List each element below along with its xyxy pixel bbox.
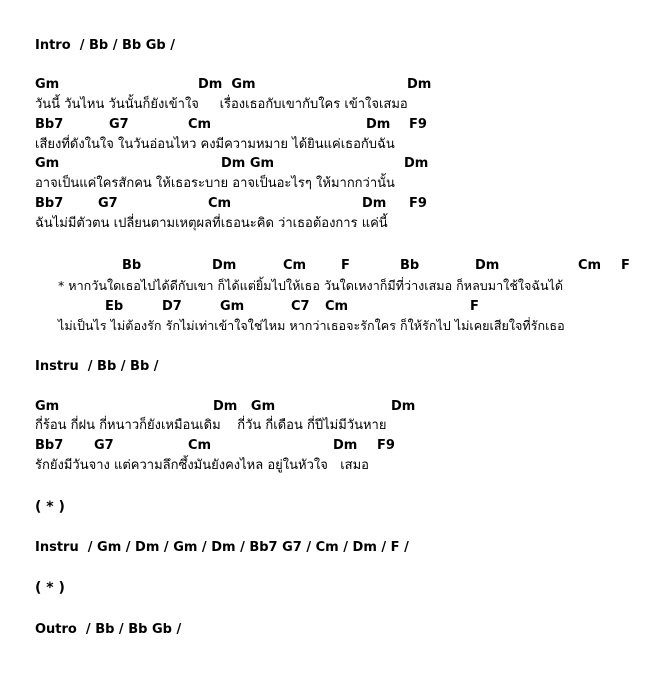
chord: F9: [409, 196, 427, 211]
lyric-line: ไม่เป็นไร ไม่ต้องรัก รักไม่เท่าเข้าใจใช่ไหม หากว่าเธอจะรักใคร ก็ให้รักไป ไม่เคยเสียใจที่รักเธอ: [58, 318, 565, 333]
chorus-repeat-marker: ( * ): [35, 580, 65, 596]
chorus-repeat-marker: ( * ): [35, 499, 65, 515]
lyric-line: * หากวันใดเธอไปได้ดีกับเขา ก็ได้แต่ยิ้มไปให้เธอ วันใดเหงาก็มีที่ว่างเสมอ ก็หลบมาใช้ใจฉันได้: [58, 278, 564, 293]
chord: Dm: [404, 156, 429, 171]
chord: G7: [109, 117, 129, 132]
chord: F: [341, 258, 350, 273]
chord: D7: [162, 299, 182, 314]
chord: Eb: [105, 299, 124, 314]
lyric-line: วันนี้ วันไหน วันนั้นก็ยังเข้าใจ เรื่องเธอกับเขากับใคร เข้าใจเสมอ: [35, 97, 408, 112]
chord: G7: [94, 438, 114, 453]
chord: Gm: [35, 77, 60, 92]
chord: Bb7: [35, 438, 64, 453]
chord: Dm: [366, 117, 391, 132]
chord: Dm: [407, 77, 432, 92]
instru-line: Instru / Gm / Dm / Gm / Dm / Bb7 G7 / Cm / Dm / F /: [35, 540, 409, 555]
chord: F9: [377, 438, 395, 453]
chord: Bb: [122, 258, 142, 273]
instru-line: Instru / Bb / Bb /: [35, 359, 159, 374]
chord: Cm: [208, 196, 232, 211]
chord: Dm: [475, 258, 500, 273]
chord: F: [470, 299, 479, 314]
chord: Dm: [362, 196, 387, 211]
chord: Cm: [325, 299, 349, 314]
outro-line: Outro / Bb / Bb Gb /: [35, 622, 182, 637]
chord: Cm: [578, 258, 602, 273]
chord: Bb7: [35, 196, 64, 211]
intro-line: Intro / Bb / Bb Gb /: [35, 38, 175, 53]
lyric-line: รักยังมีวันจาง แต่ความลึกซึ้งมันยังคงไหล อยู่ในหัวใจ เสมอ: [35, 458, 369, 473]
chord: Dm: [333, 438, 358, 453]
lyric-line: กี่ร้อน กี่ฝน กี่หนาวก็ยังเหมือนเดิม กี่วัน กี่เดือน กี่ปีไม่มีวันหาย: [35, 418, 387, 433]
chord: G7: [98, 196, 118, 211]
chord: Gm: [220, 299, 245, 314]
chord: Gm: [35, 399, 60, 414]
chord: Cm: [188, 438, 212, 453]
chord: Cm: [188, 117, 212, 132]
chord: Bb7: [35, 117, 64, 132]
chord: Dm Gm: [198, 77, 256, 92]
chord: Dm: [391, 399, 416, 414]
lyric-line: ฉันไม่มีตัวตน เปลี่ยนตามเหตุผลที่เธอนะคิด ว่าเธอต้องการ แค่นี้: [35, 216, 388, 231]
chord: Cm: [283, 258, 307, 273]
chord: Bb: [400, 258, 420, 273]
chord: Gm: [35, 156, 60, 171]
chord: Dm: [212, 258, 237, 273]
chord: F9: [409, 117, 427, 132]
lyric-line: อาจเป็นแค่ใครสักคน ให้เธอระบาย อาจเป็นอะไรๆ ให้มากกว่านั้น: [35, 176, 395, 191]
chord: Dm Gm: [213, 399, 276, 414]
lyric-line: เสียงที่ดังในใจ ในวันอ่อนไหว คงมีความหมาย ได้ยินแค่เธอกับฉัน: [35, 137, 395, 152]
chord: C7: [291, 299, 310, 314]
chord: F: [621, 258, 630, 273]
chord: Dm Gm: [221, 156, 275, 171]
